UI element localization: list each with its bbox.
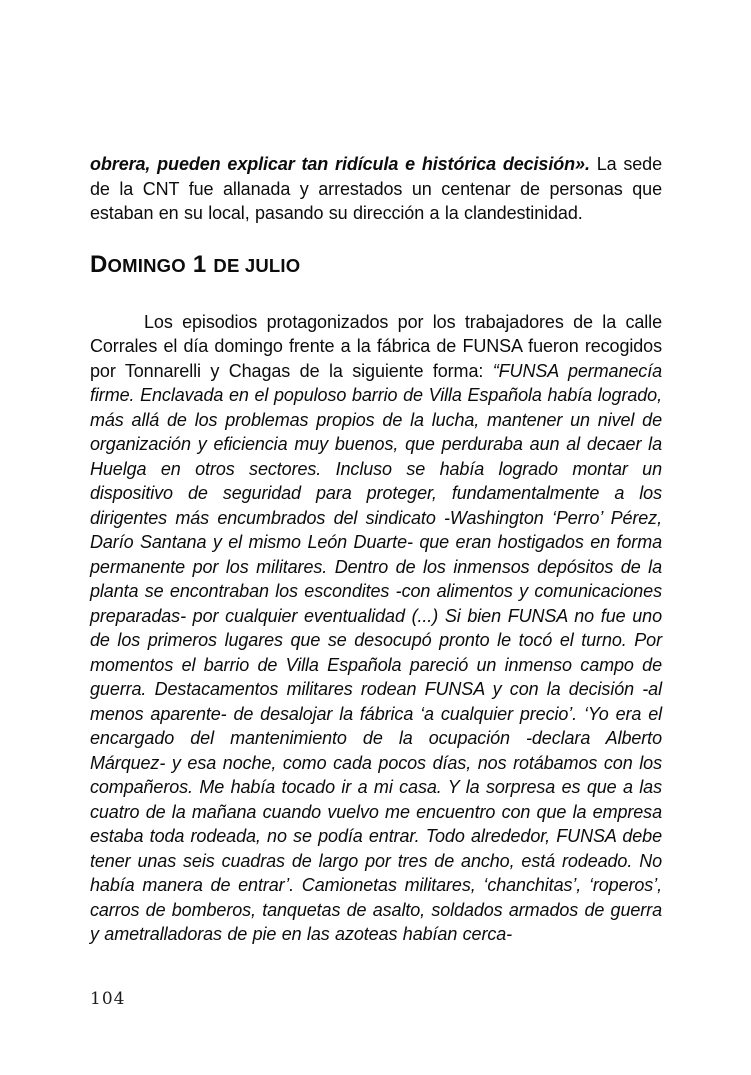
section-heading xyxy=(90,252,662,279)
body-paragraph xyxy=(90,310,662,947)
bold-italic-run: obrera, pueden explicar tan ridícula e histórica decisión». xyxy=(90,154,590,174)
page-number: 104 xyxy=(90,989,126,1009)
heading-smallcaps-words: DE JULIO xyxy=(213,254,301,276)
continuation-paragraph xyxy=(90,152,662,226)
heading-initial-cap: D xyxy=(90,250,108,278)
regular-run: La sede de la CNT fue allanada y arrestados un centenar de personas que estaban en su local, pasando su dirección a la clandestinidad. xyxy=(90,154,662,223)
text-block xyxy=(90,152,662,947)
quotation-italic-run: “FUNSA permanecía firme. Enclavada en el populoso barrio de Villa Española había logrado, más allá de los problemas propios de la lucha, mantener un nivel de organización y eficiencia muy buenos, que perduraba aun al decaer la Huelga en otros sectores. Incluso se había logrado montar un dispositivo de seguridad para proteger, fundamentalmente a los dirigentes más encumbrados del sindicato -Washington ‘Perro’ Pérez, Darío Santana y el mismo León Duarte- que eran hostigados en forma permanente por los militares. Dentro de los inmensos depósitos de la planta se encontraban los escondites -con alimentos y comunicaciones preparadas- por cualquier eventualidad (...) Si bien FUNSA no fue uno de los primeros lugares que se desocupó pronto le tocó el turno. Por momentos el barrio de Villa Española pareció un inmenso campo de guerra. Destacamentos militares rodean FUNSA y con la decisión -al menos aparente- de desalojar la fábrica ‘a cualquier precio’. ‘Yo era el encargado del mantenimiento de la ocupación -declara Alberto Márquez- y esa noche, como cada pocos días, nos rotábamos con los compañeros. Me había tocado ir a mi casa. Y la sorpresa es que a las cuatro de la mañana cuando vuelvo me encuentro con que la empresa estaba toda rodeada, no se podía entrar. Todo alrededor, FUNSA debe tener unas seis cuadras de largo por tres de ancho, está rodeado. No había manera de entrar’. Camionetas militares, ‘chanchitas’, ‘roperos’, carros de bomberos, tanquetas de asalto, soldados armados de guerra y ametralladoras de pie en las azoteas habían cerca- xyxy=(90,360,663,944)
heading-smallcaps-word: OMINGO xyxy=(107,254,186,276)
narrative-regular-run: Los episodios protagonizados por los trabajadores de la calle Corrales el día domingo frente a la fábrica de FUNSA fueron recogidos por Tonnarelli y Chagas de la siguiente forma: xyxy=(90,311,662,381)
heading-number: 1 xyxy=(192,250,207,278)
